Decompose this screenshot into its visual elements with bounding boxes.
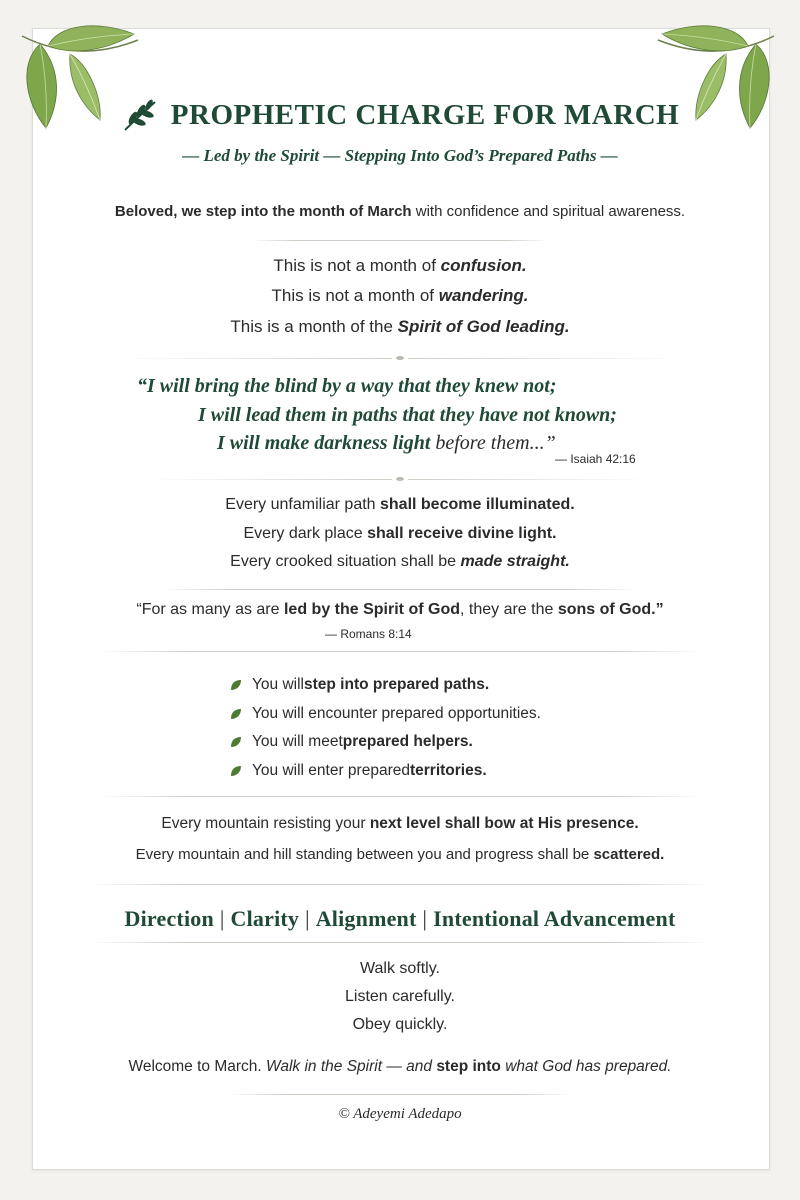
declaration-text: Every dark place (243, 525, 368, 542)
theme-alignment: Alignment (315, 906, 417, 931)
theme-clarity: Clarity (230, 906, 300, 931)
scripture-quote-line (137, 375, 557, 398)
declaration-line (0, 496, 800, 514)
theme-separator: | (422, 906, 428, 931)
ornamental-divider (110, 356, 690, 360)
page-subtitle: — Led by the Spirit — Stepping Into God’s Prepared Paths — (182, 146, 618, 165)
declaration-emphasis: made straight. (460, 553, 570, 570)
list-item-emphasis: territories. (409, 761, 487, 779)
divider (90, 884, 710, 885)
list-item-text: You will encounter prepared opportunities. (252, 704, 541, 722)
intro-lead: Beloved, we step into the month of March (114, 203, 412, 220)
theme-advancement: Intentional Advancement (433, 906, 676, 931)
list-item-text: You will (252, 676, 304, 694)
list-item (230, 671, 541, 700)
declaration-text: Every crooked situation shall be (230, 553, 461, 570)
declaration-emphasis: shall become illuminated. (380, 496, 575, 513)
list-item (230, 757, 541, 786)
list-item-emphasis: prepared helpers. (342, 733, 473, 751)
declaration-text: Every mountain resisting your (161, 815, 370, 832)
quote-text: I will make darkness light (217, 432, 431, 454)
exhortation-line: Listen carefully. (345, 988, 455, 1005)
list-item-text: You will meet (252, 733, 343, 751)
declaration-line (0, 846, 800, 863)
list-item (230, 728, 541, 757)
declaration-line (0, 553, 800, 571)
scripture-reference: — Romans 8:14 (325, 627, 412, 641)
divider (160, 589, 640, 590)
leaf-bullet-icon (230, 765, 242, 777)
closing-italic: what God has prepared. (500, 1058, 672, 1075)
closing-line (0, 1058, 800, 1076)
list-item (230, 700, 541, 729)
list-item-emphasis: step into prepared paths. (304, 676, 490, 694)
theme-separator: | (305, 906, 310, 931)
page-title: PROPHETIC CHARGE FOR MARCH (170, 98, 680, 131)
quote-emphasis: sons of God.” (557, 601, 664, 618)
divider (250, 240, 550, 241)
declaration-line (0, 317, 800, 337)
quote-emphasis: led by the Spirit of God (283, 601, 460, 618)
quote-text: , they are the (459, 601, 558, 618)
declaration-line (0, 286, 800, 306)
quote-text: I will lead them in paths that they have not known; (198, 404, 617, 426)
exhortation-line: Walk softly. (359, 960, 440, 977)
intro-line (0, 203, 800, 220)
olive-branch-icon (121, 98, 161, 132)
theme-row (0, 906, 800, 932)
scripture-reference: — Isaiah 42:16 (555, 452, 636, 466)
quote-text: before them...” (430, 432, 556, 454)
divider (230, 1094, 570, 1095)
closing-emphasis: step into (436, 1058, 501, 1075)
ornamental-divider (150, 477, 650, 481)
theme-direction: Direction (124, 906, 214, 931)
declaration-emphasis: shall receive divine light. (367, 525, 557, 542)
copyright: © Adeyemi Adedapo (338, 1106, 462, 1122)
title-row (0, 98, 800, 132)
list-item-text: You will enter prepared (252, 761, 410, 779)
leaf-bullet-icon (230, 708, 242, 720)
quote-text: “For as many as are (136, 601, 284, 618)
declaration-text: Every unfamiliar path (225, 496, 380, 513)
leaf-bullet-icon (230, 736, 242, 748)
declaration-emphasis: next level shall bow at His presence. (369, 815, 639, 832)
theme-separator: | (219, 906, 225, 931)
declaration-text: Every mountain and hill standing between you and progress shall be (135, 846, 594, 863)
declaration-text: This is a month of the (230, 317, 398, 336)
declaration-emphasis: wandering. (438, 286, 529, 305)
declaration-emphasis: scattered. (593, 846, 665, 863)
promise-list (230, 671, 541, 785)
closing-text: Welcome to March. (128, 1058, 267, 1075)
divider (90, 942, 710, 943)
declaration-emphasis: Spirit of God leading. (397, 317, 570, 336)
declaration-line (0, 256, 800, 276)
divider (100, 796, 700, 797)
declaration-line (0, 815, 800, 833)
leaf-bullet-icon (230, 679, 242, 691)
scripture-quote-line (198, 404, 617, 427)
closing-italic: Walk in the Spirit — and (266, 1058, 437, 1075)
exhortation-line: Obey quickly. (352, 1016, 448, 1033)
declaration-line (0, 525, 800, 543)
declaration-text: This is not a month of (273, 256, 441, 275)
divider (100, 651, 700, 652)
intro-rest: with confidence and spiritual awareness. (411, 203, 686, 220)
declaration-emphasis: confusion. (440, 256, 527, 275)
scripture-quote-line (217, 432, 556, 455)
declaration-text: This is not a month of (271, 286, 439, 305)
scripture-quote-line (0, 601, 800, 619)
quote-text: “I will bring the blind by a way that they knew not; (137, 375, 557, 397)
